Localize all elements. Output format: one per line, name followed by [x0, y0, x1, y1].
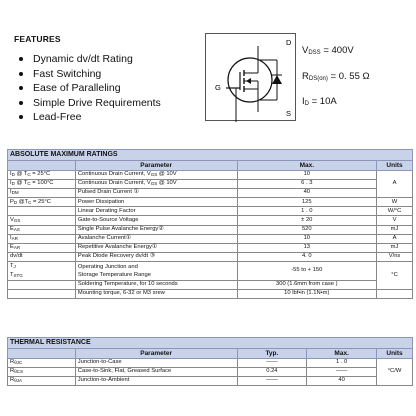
spec-id: $I_D = 10A$: [302, 96, 337, 107]
abs-header-units: Units: [377, 161, 413, 171]
feature-item: Simple Drive Requirements: [14, 96, 204, 111]
feature-item: Fast Switching: [14, 67, 204, 82]
table-row: $E_{AR}$ Repetitive Avalanche Energy① 13 mJ: [8, 243, 413, 252]
thermal-header-typ: Typ.: [237, 349, 307, 359]
table-row: Soldering Temperature, for 10 seconds 300 (1.6mm from case ): [8, 280, 413, 289]
thermal-resistance-table: [7, 337, 413, 386]
table-row: $R_{\theta JC}$ Junction-to-Case —— 1 . 0 °C/W: [8, 359, 413, 368]
features-section: [14, 34, 204, 125]
table-row: $R_{\theta CS}$ Case-to-Sink, Flat, Greased Surface 0.24 ——: [8, 368, 413, 377]
table-row: $V_{GS}$ Gate-to-Source Voltage ± 20 V: [8, 216, 413, 225]
thermal-header-parameter: Parameter: [75, 349, 237, 359]
table-row: $E_{AS}$ Single Pulse Avalanche Energy② 520 mJ: [8, 225, 413, 234]
thermal-table-title: THERMAL RESISTANCE: [8, 338, 413, 349]
abs-table-title: ABSOLUTE MAXIMUM RATINGS: [8, 150, 413, 161]
spec-vdss: $V_{DSS} = 400V$: [302, 45, 354, 56]
spec-rdson: $R_{DS(on)} = 0$. 55 Ω: [302, 71, 370, 82]
table-row: $I_D$ @ $T_C = 25^\circ C$ Continuous Drain Current, $V_{GS}$ @ 10V 10 A: [8, 171, 413, 180]
features-heading: FEATURES: [14, 34, 61, 44]
table-row: $I_{DM}$ Pulsed Drain Current ① 40: [8, 189, 413, 198]
abs-header-max: Max.: [237, 161, 377, 171]
gate-label: G: [215, 83, 221, 92]
abs-header-parameter: Parameter: [75, 161, 237, 171]
table-row: $T_J$ $T_{STG}$ Operating Junction and Storage Temperature Range -55 to + 150 °C: [8, 261, 413, 280]
table-row: Linear Derating Factor 1 . 0 W/°C: [8, 207, 413, 216]
drain-label: D: [286, 38, 292, 47]
table-row: dv/dt Peak Diode Recovery dv/dt ③ 4. 0 V/ns: [8, 252, 413, 261]
table-row: $R_{\theta JA}$ Junction-to-Ambient —— 40: [8, 377, 413, 386]
table-row: Mounting torque, 6-32 or M3 srew 10 lbf•in (1.1N•m): [8, 290, 413, 299]
thermal-header-max: Max.: [307, 349, 377, 359]
table-row: $P_D$ $@T_C = 25^\circ C$ Power Dissipation 125 W: [8, 198, 413, 207]
table-row: $I_{AR}$ Avalanche Current① 10 A: [8, 234, 413, 243]
mosfet-symbol-icon: [206, 34, 297, 122]
features-list: [14, 52, 204, 125]
mosfet-symbol-box: [205, 33, 296, 121]
table-row: $I_D$ @ $T_C = 100^\circ C$ Continuous Drain Current, $V_{GS}$ @ 10V 6 . 3: [8, 180, 413, 189]
thermal-header-units: Units: [377, 349, 413, 359]
feature-item: Dynamic dv/dt Rating: [14, 52, 204, 67]
absolute-max-ratings-table: [7, 149, 413, 299]
source-label: S: [286, 109, 292, 118]
feature-item: Lead-Free: [14, 110, 204, 125]
feature-item: Ease of Paralleling: [14, 81, 204, 96]
